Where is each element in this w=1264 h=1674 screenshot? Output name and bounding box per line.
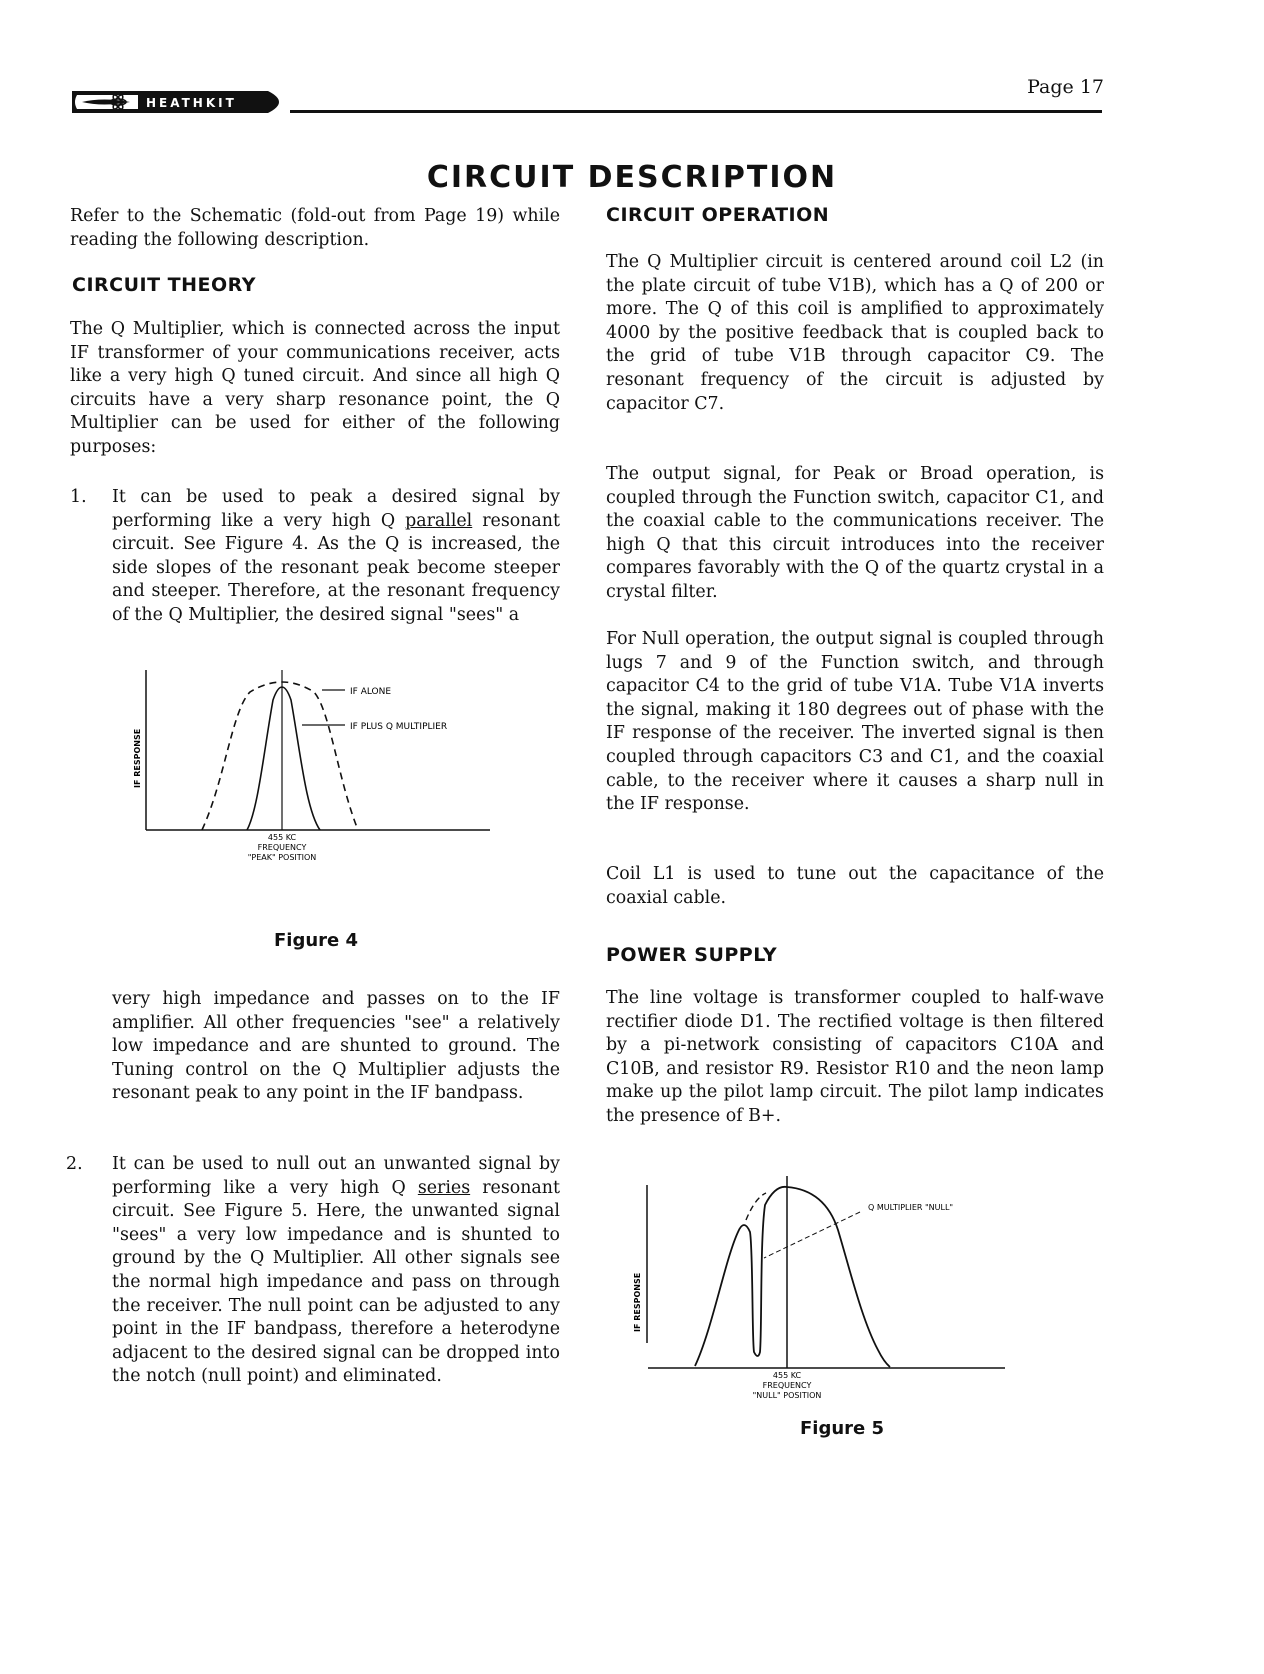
figure-4-caption: Figure 4 [274, 930, 359, 951]
list-item-number: 1. [70, 487, 87, 507]
paragraph-text: The line voltage is transformer coupled to half-wave rectifier diode D1. The rectified voltage is then filtered by a pi-network consisting of capacitors C10A and C10B, and resistor R9. Resistor R10 and the neon lamp make up the pilot lamp circuit. The pilot lamp indicates the presence of B+. [606, 988, 1104, 1126]
circuit-operation-paragraph-4 [606, 863, 1104, 910]
circuit-theory-paragraph [70, 318, 560, 460]
section-heading-power-supply: POWER SUPPLY [606, 944, 778, 966]
page-number: Page 17 [1027, 76, 1104, 98]
annotation-q-null: Q MULTIPLIER "NULL" [868, 1203, 954, 1212]
legend-if-alone: IF ALONE [350, 687, 392, 697]
list-item-text: very high impedance and passes on to the IF amplifier. All other frequencies "see" a relatively low impedance and are shunted to ground. The Tuning control on the Q Multiplier adjusts the resonant peak to any point in the IF bandpass. [112, 989, 560, 1104]
figure-5-chart [600, 1160, 1020, 1430]
circuit-operation-paragraph-2 [606, 463, 1104, 605]
y-axis-label: IF RESPONSE [633, 1272, 642, 1332]
x-axis-label: FREQUENCY [257, 843, 307, 852]
brand-text: HEATHKIT [146, 96, 237, 110]
position-label: "PEAK" POSITION [247, 853, 317, 862]
list-item-1 [70, 486, 560, 628]
emphasis-parallel: parallel [405, 510, 473, 531]
figure-4-chart [130, 670, 530, 930]
circuit-theory-text: The Q Multiplier, which is connected across the input IF transformer of your communications receiver, acts like a very high Q tuned circuit. And since all high Q circuits have a very sharp resonance point, the Q Multiplier can be used for either of the following purposes: [70, 319, 560, 457]
list-item-2 [66, 1153, 560, 1389]
header-rule [290, 110, 1102, 113]
heathkit-logo [68, 87, 292, 117]
section-heading-circuit-theory: CIRCUIT THEORY [72, 274, 257, 296]
emphasis-series: series [417, 1177, 471, 1198]
list-item-text: It can be used to peak a desired signal by performing like a very high Q [112, 487, 560, 531]
paragraph-text: The Q Multiplier circuit is centered around coil L2 (in the plate circuit of tube V1B), which has a Q of 200 or more. The Q of this coil is amplified to approximately 4000 by the positive feedback that is coupled back to the grid of tube V1B through capacitor C9. The resonant frequency of the circuit is adjusted by capacitor C7. [606, 252, 1104, 414]
paragraph-text: The output signal, for Peak or Broad operation, is coupled through the Function switch, capacitor C1, and the coaxial cable to the communications receiver. The high Q that this circuit introduces into the receiver compares favorably with the Q of the quartz crystal in a crystal filter. [606, 464, 1104, 602]
page-title: CIRCUIT DESCRIPTION [426, 160, 838, 196]
curve-null-response [695, 1187, 890, 1367]
list-item-text: resonant circuit. See Figure 5. Here, the unwanted signal "sees" a very low impedance and is shunted to ground by the Q Multiplier. All other signals see the normal high impedance and pass on through the receiver. The null point can be adjusted to any point in the IF bandpass, therefore a heterodyne adjacent to the desired signal can be dropped into the notch (null point) and eliminated. [112, 1177, 560, 1387]
pointer-q-null [764, 1212, 860, 1258]
paragraph-text: For Null operation, the output signal is coupled through lugs 7 and 9 of the Function switch, and through capacitor C4 to the grid of tube V1A. Tube V1A inverts the signal, making it 180 degrees out of phase with the IF response of the receiver. The inverted signal is then coupled through capacitors C3 and C1, and the coaxial cable, to the receiver where it causes a sharp null in the IF response. [606, 629, 1104, 815]
curve-if-alone [202, 682, 358, 830]
circuit-operation-paragraph-3 [606, 628, 1104, 817]
list-item-text: resonant circuit. See Figure 4. As the Q is increased, the side slopes of the resonant peak become steeper and steeper. Therefore, at the resonant frequency of the Q Multiplier, the desired signal "sees" a [112, 510, 560, 625]
circuit-operation-paragraph-1 [606, 251, 1104, 416]
figure-5-caption: Figure 5 [800, 1418, 885, 1439]
intro-text: Refer to the Schematic (fold-out from Page 19) while reading the following description. [70, 206, 560, 250]
power-supply-paragraph [606, 987, 1104, 1129]
list-item-text: It can be used to null out an unwanted signal by performing like a very high Q [112, 1154, 560, 1198]
center-frequency-label: 455 KC [772, 1371, 802, 1380]
y-axis-label: IF RESPONSE [133, 728, 142, 788]
center-frequency-label: 455 KC [267, 833, 297, 842]
x-axis-label: FREQUENCY [762, 1381, 812, 1390]
paragraph-text: Coil L1 is used to tune out the capacitance of the coaxial cable. [606, 864, 1104, 908]
legend-if-plus-q: IF PLUS Q MULTIPLIER [350, 722, 448, 732]
section-heading-circuit-operation: CIRCUIT OPERATION [606, 204, 830, 226]
list-item-1-continuation [112, 988, 560, 1106]
intro-paragraph [70, 205, 560, 252]
curve-if-plus-q [247, 687, 320, 830]
position-label: "NULL" POSITION [752, 1391, 822, 1400]
list-item-number: 2. [66, 1154, 83, 1174]
